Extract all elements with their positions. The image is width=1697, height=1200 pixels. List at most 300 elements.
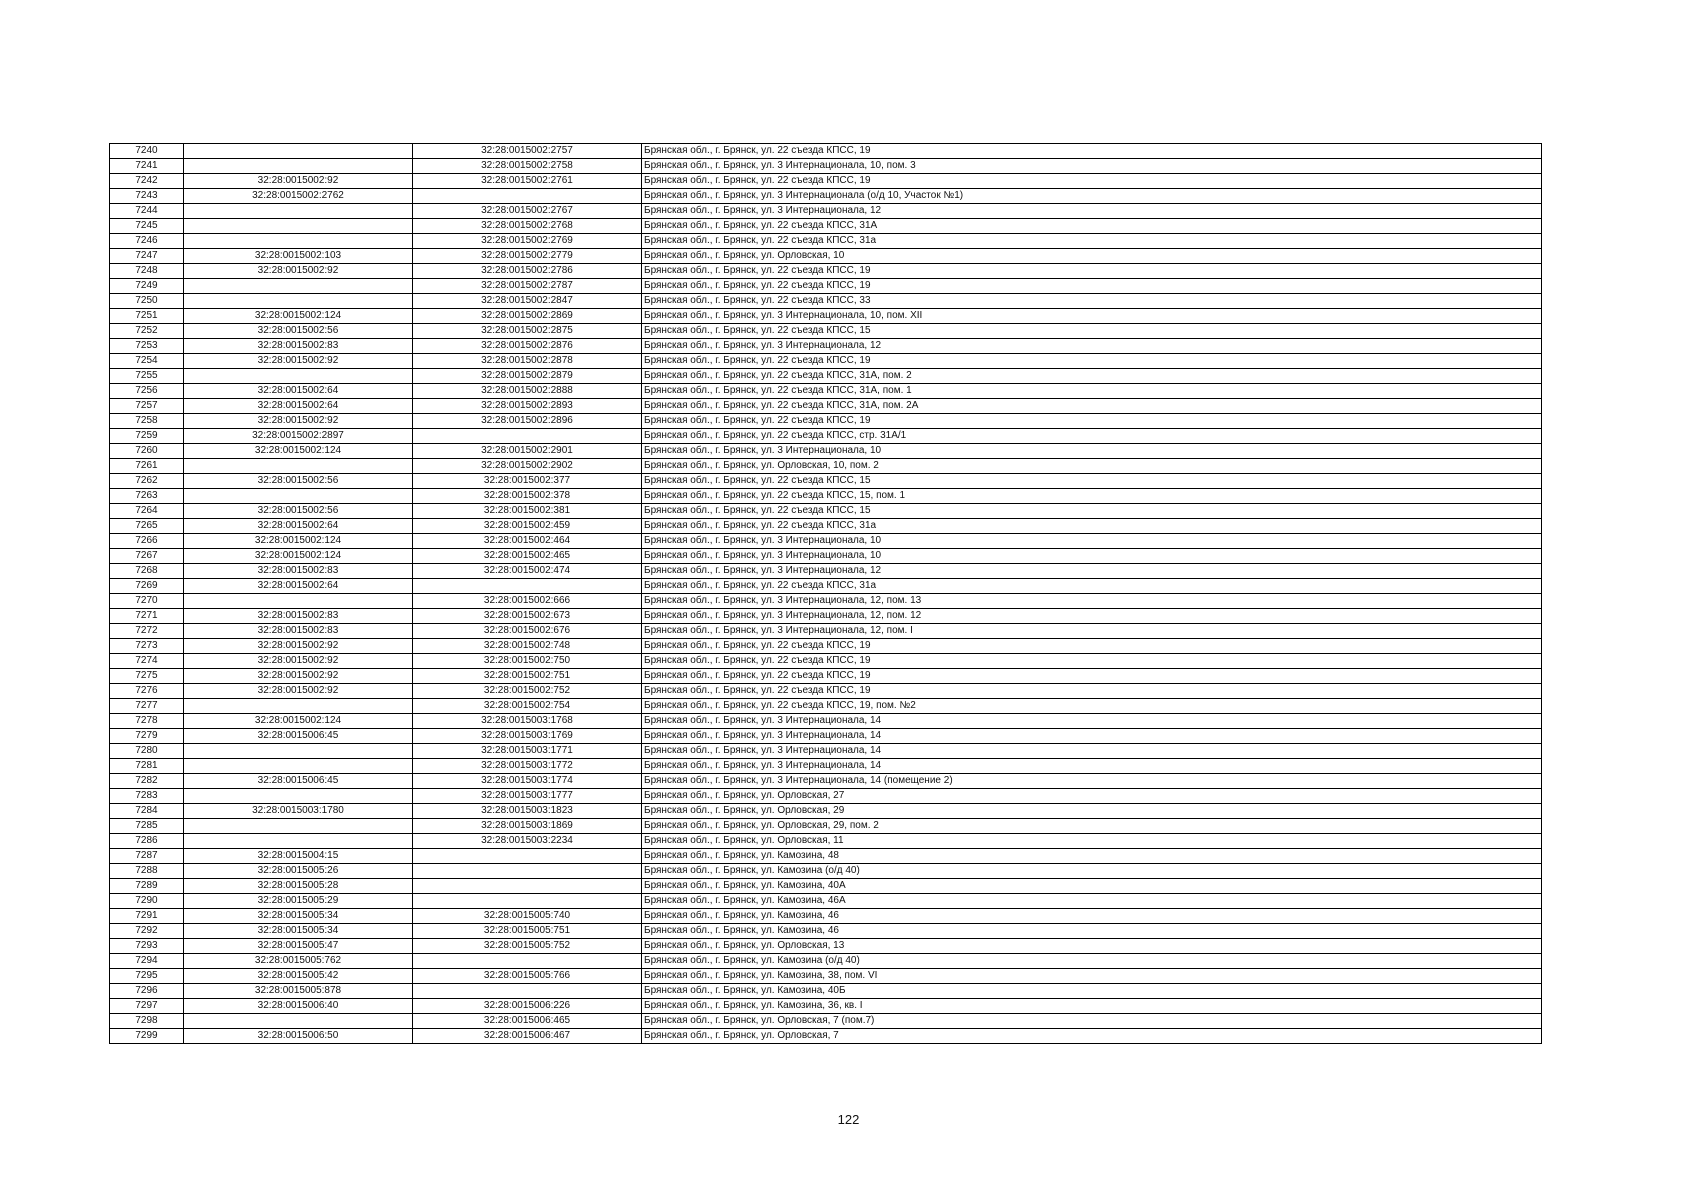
- land-cadastral-number-cell: 32:28:0015005:42: [184, 969, 413, 984]
- row-number-cell: 7274: [110, 654, 184, 669]
- land-cadastral-number-cell: [184, 1014, 413, 1029]
- land-cadastral-number-cell: [184, 159, 413, 174]
- land-cadastral-number-cell: [184, 699, 413, 714]
- address-cell: Брянская обл., г. Брянск, ул. Орловская, 7 (пом.7): [642, 1014, 1542, 1029]
- object-cadastral-number-cell: 32:28:0015002:2758: [413, 159, 642, 174]
- row-number-cell: 7285: [110, 819, 184, 834]
- land-cadastral-number-cell: 32:28:0015002:56: [184, 504, 413, 519]
- object-cadastral-number-cell: 32:28:0015002:378: [413, 489, 642, 504]
- address-cell: Брянская обл., г. Брянск, ул. Орловская, 10: [642, 249, 1542, 264]
- table-row: [110, 924, 1542, 939]
- table-row: [110, 744, 1542, 759]
- object-cadastral-number-cell: 32:28:0015002:474: [413, 564, 642, 579]
- row-number-cell: 7260: [110, 444, 184, 459]
- land-cadastral-number-cell: 32:28:0015006:45: [184, 774, 413, 789]
- object-cadastral-number-cell: 32:28:0015002:750: [413, 654, 642, 669]
- table-row: [110, 789, 1542, 804]
- object-cadastral-number-cell: 32:28:0015002:2769: [413, 234, 642, 249]
- row-number-cell: 7243: [110, 189, 184, 204]
- object-cadastral-number-cell: 32:28:0015002:465: [413, 549, 642, 564]
- object-cadastral-number-cell: 32:28:0015006:465: [413, 1014, 642, 1029]
- address-cell: Брянская обл., г. Брянск, ул. 3 Интернационала, 12, пом. 12: [642, 609, 1542, 624]
- address-cell: Брянская обл., г. Брянск, ул. 3 Интернационала, 14: [642, 714, 1542, 729]
- row-number-cell: 7299: [110, 1029, 184, 1044]
- row-number-cell: 7250: [110, 294, 184, 309]
- land-cadastral-number-cell: 32:28:0015005:47: [184, 939, 413, 954]
- address-cell: Брянская обл., г. Брянск, ул. Камозина (о/д 40): [642, 864, 1542, 879]
- row-number-cell: 7254: [110, 354, 184, 369]
- land-cadastral-number-cell: 32:28:0015005:28: [184, 879, 413, 894]
- object-cadastral-number-cell: 32:28:0015002:2876: [413, 339, 642, 354]
- object-cadastral-number-cell: 32:28:0015003:1777: [413, 789, 642, 804]
- address-cell: Брянская обл., г. Брянск, ул. Камозина (о/д 40): [642, 954, 1542, 969]
- address-cell: Брянская обл., г. Брянск, ул. 22 съезда КПСС, 31А, пом. 1: [642, 384, 1542, 399]
- address-cell: Брянская обл., г. Брянск, ул. 3 Интернационала, 10: [642, 534, 1542, 549]
- object-cadastral-number-cell: 32:28:0015003:1772: [413, 759, 642, 774]
- table-row: [110, 834, 1542, 849]
- land-cadastral-number-cell: 32:28:0015006:50: [184, 1029, 413, 1044]
- address-cell: Брянская обл., г. Брянск, ул. Орловская, 11: [642, 834, 1542, 849]
- address-cell: Брянская обл., г. Брянск, ул. 3 Интернационала, 12: [642, 339, 1542, 354]
- object-cadastral-number-cell: 32:28:0015002:673: [413, 609, 642, 624]
- table-row: [110, 549, 1542, 564]
- table-row: [110, 399, 1542, 414]
- table-row: [110, 339, 1542, 354]
- object-cadastral-number-cell: 32:28:0015002:2888: [413, 384, 642, 399]
- object-cadastral-number-cell: 32:28:0015005:751: [413, 924, 642, 939]
- address-cell: Брянская обл., г. Брянск, ул. 3 Интернационала, 12: [642, 564, 1542, 579]
- address-cell: Брянская обл., г. Брянск, ул. Камозина, 46: [642, 909, 1542, 924]
- land-cadastral-number-cell: 32:28:0015002:92: [184, 354, 413, 369]
- row-number-cell: 7244: [110, 204, 184, 219]
- land-cadastral-number-cell: 32:28:0015005:34: [184, 909, 413, 924]
- row-number-cell: 7298: [110, 1014, 184, 1029]
- row-number-cell: 7281: [110, 759, 184, 774]
- object-cadastral-number-cell: [413, 189, 642, 204]
- object-cadastral-number-cell: 32:28:0015002:748: [413, 639, 642, 654]
- address-cell: Брянская обл., г. Брянск, ул. 22 съезда КПСС, 19: [642, 264, 1542, 279]
- table-row: [110, 954, 1542, 969]
- land-cadastral-number-cell: 32:28:0015002:92: [184, 639, 413, 654]
- table-row: [110, 579, 1542, 594]
- object-cadastral-number-cell: 32:28:0015002:2901: [413, 444, 642, 459]
- object-cadastral-number-cell: 32:28:0015002:2779: [413, 249, 642, 264]
- table-row: [110, 444, 1542, 459]
- table-row: [110, 849, 1542, 864]
- land-cadastral-number-cell: [184, 219, 413, 234]
- row-number-cell: 7291: [110, 909, 184, 924]
- row-number-cell: 7271: [110, 609, 184, 624]
- land-cadastral-number-cell: 32:28:0015002:56: [184, 324, 413, 339]
- table-row: [110, 294, 1542, 309]
- table-row: [110, 204, 1542, 219]
- table-row: [110, 249, 1542, 264]
- object-cadastral-number-cell: 32:28:0015005:766: [413, 969, 642, 984]
- row-number-cell: 7293: [110, 939, 184, 954]
- land-cadastral-number-cell: [184, 144, 413, 159]
- land-cadastral-number-cell: 32:28:0015004:15: [184, 849, 413, 864]
- row-number-cell: 7282: [110, 774, 184, 789]
- row-number-cell: 7272: [110, 624, 184, 639]
- object-cadastral-number-cell: 32:28:0015002:2878: [413, 354, 642, 369]
- land-cadastral-number-cell: 32:28:0015002:92: [184, 669, 413, 684]
- object-cadastral-number-cell: [413, 894, 642, 909]
- object-cadastral-number-cell: 32:28:0015003:1769: [413, 729, 642, 744]
- object-cadastral-number-cell: [413, 984, 642, 999]
- table-row: [110, 414, 1542, 429]
- row-number-cell: 7266: [110, 534, 184, 549]
- table-row: [110, 489, 1542, 504]
- row-number-cell: 7251: [110, 309, 184, 324]
- object-cadastral-number-cell: 32:28:0015006:467: [413, 1029, 642, 1044]
- row-number-cell: 7280: [110, 744, 184, 759]
- land-cadastral-number-cell: [184, 834, 413, 849]
- table-row: [110, 669, 1542, 684]
- land-cadastral-number-cell: 32:28:0015002:83: [184, 564, 413, 579]
- address-cell: Брянская обл., г. Брянск, ул. 22 съезда КПСС, 19: [642, 669, 1542, 684]
- address-cell: Брянская обл., г. Брянск, ул. 3 Интернационала, 10, пом. XII: [642, 309, 1542, 324]
- row-number-cell: 7265: [110, 519, 184, 534]
- land-cadastral-number-cell: 32:28:0015002:92: [184, 264, 413, 279]
- object-cadastral-number-cell: 32:28:0015003:1774: [413, 774, 642, 789]
- table-row: [110, 234, 1542, 249]
- address-cell: Брянская обл., г. Брянск, ул. 22 съезда КПСС, 19: [642, 174, 1542, 189]
- row-number-cell: 7256: [110, 384, 184, 399]
- object-cadastral-number-cell: 32:28:0015005:740: [413, 909, 642, 924]
- table-row: [110, 714, 1542, 729]
- object-cadastral-number-cell: 32:28:0015002:2902: [413, 459, 642, 474]
- address-cell: Брянская обл., г. Брянск, ул. 3 Интернационала, 14 (помещение 2): [642, 774, 1542, 789]
- table-row: [110, 699, 1542, 714]
- table-row: [110, 519, 1542, 534]
- row-number-cell: 7247: [110, 249, 184, 264]
- object-cadastral-number-cell: [413, 429, 642, 444]
- address-cell: Брянская обл., г. Брянск, ул. 22 съезда КПСС, 31а: [642, 519, 1542, 534]
- row-number-cell: 7262: [110, 474, 184, 489]
- address-cell: Брянская обл., г. Брянск, ул. Орловская, 27: [642, 789, 1542, 804]
- row-number-cell: 7287: [110, 849, 184, 864]
- table-row: [110, 384, 1542, 399]
- row-number-cell: 7276: [110, 684, 184, 699]
- table-row: [110, 1029, 1542, 1044]
- table-row: [110, 159, 1542, 174]
- object-cadastral-number-cell: 32:28:0015002:377: [413, 474, 642, 489]
- land-cadastral-number-cell: 32:28:0015002:124: [184, 444, 413, 459]
- address-cell: Брянская обл., г. Брянск, ул. 22 съезда КПСС, 31А, пом. 2: [642, 369, 1542, 384]
- table-row: [110, 279, 1542, 294]
- table-row: [110, 459, 1542, 474]
- land-cadastral-number-cell: [184, 789, 413, 804]
- row-number-cell: 7267: [110, 549, 184, 564]
- address-cell: Брянская обл., г. Брянск, ул. 22 съезда КПСС, 33: [642, 294, 1542, 309]
- object-cadastral-number-cell: 32:28:0015002:752: [413, 684, 642, 699]
- land-cadastral-number-cell: 32:28:0015005:878: [184, 984, 413, 999]
- table-row: [110, 624, 1542, 639]
- object-cadastral-number-cell: 32:28:0015002:666: [413, 594, 642, 609]
- address-cell: Брянская обл., г. Брянск, ул. 22 съезда КПСС, 19, пом. №2: [642, 699, 1542, 714]
- land-cadastral-number-cell: [184, 234, 413, 249]
- table-row: [110, 219, 1542, 234]
- address-cell: Брянская обл., г. Брянск, ул. Камозина, 40Б: [642, 984, 1542, 999]
- land-cadastral-number-cell: 32:28:0015002:2762: [184, 189, 413, 204]
- address-cell: Брянская обл., г. Брянск, ул. 22 съезда КПСС, стр. 31А/1: [642, 429, 1542, 444]
- land-cadastral-number-cell: 32:28:0015006:40: [184, 999, 413, 1014]
- land-cadastral-number-cell: [184, 744, 413, 759]
- row-number-cell: 7240: [110, 144, 184, 159]
- address-cell: Брянская обл., г. Брянск, ул. 3 Интернационала, 14: [642, 744, 1542, 759]
- row-number-cell: 7290: [110, 894, 184, 909]
- object-cadastral-number-cell: [413, 849, 642, 864]
- table-row: [110, 504, 1542, 519]
- object-cadastral-number-cell: 32:28:0015002:2768: [413, 219, 642, 234]
- address-cell: Брянская обл., г. Брянск, ул. 22 съезда КПСС, 19: [642, 414, 1542, 429]
- row-number-cell: 7263: [110, 489, 184, 504]
- table-row: [110, 969, 1542, 984]
- row-number-cell: 7253: [110, 339, 184, 354]
- table-row: [110, 774, 1542, 789]
- row-number-cell: 7249: [110, 279, 184, 294]
- object-cadastral-number-cell: 32:28:0015005:752: [413, 939, 642, 954]
- object-cadastral-number-cell: 32:28:0015002:381: [413, 504, 642, 519]
- table-row: [110, 864, 1542, 879]
- registry-table-body: [110, 144, 1542, 1044]
- land-cadastral-number-cell: 32:28:0015002:92: [184, 654, 413, 669]
- address-cell: Брянская обл., г. Брянск, ул. 22 съезда КПСС, 31а: [642, 234, 1542, 249]
- object-cadastral-number-cell: 32:28:0015003:1823: [413, 804, 642, 819]
- table-row: [110, 1014, 1542, 1029]
- address-cell: Брянская обл., г. Брянск, ул. Орловская, 7: [642, 1029, 1542, 1044]
- land-cadastral-number-cell: 32:28:0015002:64: [184, 579, 413, 594]
- address-cell: Брянская обл., г. Брянск, ул. Камозина, 48: [642, 849, 1542, 864]
- address-cell: Брянская обл., г. Брянск, ул. 22 съезда КПСС, 19: [642, 144, 1542, 159]
- land-cadastral-number-cell: 32:28:0015002:83: [184, 624, 413, 639]
- row-number-cell: 7248: [110, 264, 184, 279]
- table-row: [110, 189, 1542, 204]
- object-cadastral-number-cell: 32:28:0015002:676: [413, 624, 642, 639]
- table-row: [110, 729, 1542, 744]
- object-cadastral-number-cell: 32:28:0015003:1768: [413, 714, 642, 729]
- address-cell: Брянская обл., г. Брянск, ул. Камозина, 38, пом. VI: [642, 969, 1542, 984]
- row-number-cell: 7241: [110, 159, 184, 174]
- address-cell: Брянская обл., г. Брянск, ул. 3 Интернационала (о/д 10, Участок №1): [642, 189, 1542, 204]
- address-cell: Брянская обл., г. Брянск, ул. 3 Интернационала, 10: [642, 549, 1542, 564]
- object-cadastral-number-cell: 32:28:0015003:2234: [413, 834, 642, 849]
- land-cadastral-number-cell: [184, 594, 413, 609]
- object-cadastral-number-cell: 32:28:0015002:2786: [413, 264, 642, 279]
- object-cadastral-number-cell: 32:28:0015002:2879: [413, 369, 642, 384]
- land-cadastral-number-cell: 32:28:0015002:92: [184, 684, 413, 699]
- table-row: [110, 639, 1542, 654]
- table-row: [110, 759, 1542, 774]
- row-number-cell: 7261: [110, 459, 184, 474]
- land-cadastral-number-cell: [184, 459, 413, 474]
- row-number-cell: 7297: [110, 999, 184, 1014]
- address-cell: Брянская обл., г. Брянск, ул. 22 съезда КПСС, 31А, пом. 2А: [642, 399, 1542, 414]
- table-row: [110, 984, 1542, 999]
- address-cell: Брянская обл., г. Брянск, ул. Орловская, 29, пом. 2: [642, 819, 1542, 834]
- land-cadastral-number-cell: 32:28:0015002:83: [184, 609, 413, 624]
- table-row: [110, 264, 1542, 279]
- object-cadastral-number-cell: 32:28:0015002:2875: [413, 324, 642, 339]
- row-number-cell: 7257: [110, 399, 184, 414]
- table-row: [110, 564, 1542, 579]
- land-cadastral-number-cell: [184, 819, 413, 834]
- row-number-cell: 7277: [110, 699, 184, 714]
- address-cell: Брянская обл., г. Брянск, ул. 3 Интернационала, 12, пом. 13: [642, 594, 1542, 609]
- object-cadastral-number-cell: 32:28:0015002:2787: [413, 279, 642, 294]
- row-number-cell: 7275: [110, 669, 184, 684]
- row-number-cell: 7294: [110, 954, 184, 969]
- object-cadastral-number-cell: 32:28:0015002:2767: [413, 204, 642, 219]
- land-cadastral-number-cell: 32:28:0015002:92: [184, 174, 413, 189]
- object-cadastral-number-cell: 32:28:0015003:1771: [413, 744, 642, 759]
- address-cell: Брянская обл., г. Брянск, ул. 22 съезда КПСС, 15: [642, 504, 1542, 519]
- table-row: [110, 309, 1542, 324]
- address-cell: Брянская обл., г. Брянск, ул. Камозина, 36, кв. I: [642, 999, 1542, 1014]
- object-cadastral-number-cell: 32:28:0015006:226: [413, 999, 642, 1014]
- land-cadastral-number-cell: 32:28:0015002:2897: [184, 429, 413, 444]
- row-number-cell: 7288: [110, 864, 184, 879]
- table-row: [110, 819, 1542, 834]
- land-cadastral-number-cell: 32:28:0015002:103: [184, 249, 413, 264]
- table-row: [110, 354, 1542, 369]
- object-cadastral-number-cell: [413, 579, 642, 594]
- address-cell: Брянская обл., г. Брянск, ул. 22 съезда КПСС, 19: [642, 684, 1542, 699]
- land-cadastral-number-cell: 32:28:0015003:1780: [184, 804, 413, 819]
- land-cadastral-number-cell: 32:28:0015002:64: [184, 519, 413, 534]
- land-cadastral-number-cell: [184, 489, 413, 504]
- land-cadastral-number-cell: [184, 759, 413, 774]
- table-row: [110, 369, 1542, 384]
- row-number-cell: 7259: [110, 429, 184, 444]
- land-cadastral-number-cell: 32:28:0015002:124: [184, 714, 413, 729]
- object-cadastral-number-cell: 32:28:0015002:2869: [413, 309, 642, 324]
- row-number-cell: 7292: [110, 924, 184, 939]
- land-cadastral-number-cell: 32:28:0015002:64: [184, 384, 413, 399]
- table-row: [110, 999, 1542, 1014]
- row-number-cell: 7242: [110, 174, 184, 189]
- address-cell: Брянская обл., г. Брянск, ул. 22 съезда КПСС, 19: [642, 354, 1542, 369]
- address-cell: Брянская обл., г. Брянск, ул. 3 Интернационала, 10, пом. 3: [642, 159, 1542, 174]
- table-row: [110, 474, 1542, 489]
- land-cadastral-number-cell: 32:28:0015005:26: [184, 864, 413, 879]
- table-row: [110, 804, 1542, 819]
- address-cell: Брянская обл., г. Брянск, ул. Камозина, 40А: [642, 879, 1542, 894]
- address-cell: Брянская обл., г. Брянск, ул. Орловская, 13: [642, 939, 1542, 954]
- address-cell: Брянская обл., г. Брянск, ул. 3 Интернационала, 14: [642, 759, 1542, 774]
- row-number-cell: 7270: [110, 594, 184, 609]
- row-number-cell: 7279: [110, 729, 184, 744]
- address-cell: Брянская обл., г. Брянск, ул. Камозина, 46: [642, 924, 1542, 939]
- object-cadastral-number-cell: 32:28:0015002:2893: [413, 399, 642, 414]
- object-cadastral-number-cell: [413, 954, 642, 969]
- address-cell: Брянская обл., г. Брянск, ул. 22 съезда КПСС, 31а: [642, 579, 1542, 594]
- row-number-cell: 7289: [110, 879, 184, 894]
- table-row: [110, 534, 1542, 549]
- address-cell: Брянская обл., г. Брянск, ул. 22 съезда КПСС, 19: [642, 279, 1542, 294]
- address-cell: Брянская обл., г. Брянск, ул. 22 съезда КПСС, 19: [642, 654, 1542, 669]
- land-cadastral-number-cell: 32:28:0015002:124: [184, 534, 413, 549]
- land-cadastral-number-cell: [184, 279, 413, 294]
- land-cadastral-number-cell: 32:28:0015002:83: [184, 339, 413, 354]
- table-row: [110, 594, 1542, 609]
- row-number-cell: 7268: [110, 564, 184, 579]
- row-number-cell: 7286: [110, 834, 184, 849]
- address-cell: Брянская обл., г. Брянск, ул. 22 съезда КПСС, 15: [642, 474, 1542, 489]
- page-number: 122: [837, 1112, 860, 1127]
- table-row: [110, 144, 1542, 159]
- address-cell: Брянская обл., г. Брянск, ул. 3 Интернационала, 14: [642, 729, 1542, 744]
- land-cadastral-number-cell: [184, 204, 413, 219]
- land-cadastral-number-cell: 32:28:0015002:92: [184, 414, 413, 429]
- address-cell: Брянская обл., г. Брянск, ул. Орловская, 29: [642, 804, 1542, 819]
- land-cadastral-number-cell: 32:28:0015002:124: [184, 309, 413, 324]
- row-number-cell: 7273: [110, 639, 184, 654]
- address-cell: Брянская обл., г. Брянск, ул. 22 съезда КПСС, 15, пом. 1: [642, 489, 1542, 504]
- land-cadastral-number-cell: [184, 369, 413, 384]
- land-cadastral-number-cell: 32:28:0015002:64: [184, 399, 413, 414]
- land-cadastral-number-cell: 32:28:0015002:124: [184, 549, 413, 564]
- address-cell: Брянская обл., г. Брянск, ул. 3 Интернационала, 12, пом. I: [642, 624, 1542, 639]
- object-cadastral-number-cell: 32:28:0015002:2757: [413, 144, 642, 159]
- row-number-cell: 7255: [110, 369, 184, 384]
- row-number-cell: 7283: [110, 789, 184, 804]
- row-number-cell: 7295: [110, 969, 184, 984]
- row-number-cell: 7278: [110, 714, 184, 729]
- object-cadastral-number-cell: 32:28:0015002:2896: [413, 414, 642, 429]
- object-cadastral-number-cell: 32:28:0015002:2761: [413, 174, 642, 189]
- table-row: [110, 909, 1542, 924]
- land-cadastral-number-cell: 32:28:0015006:45: [184, 729, 413, 744]
- object-cadastral-number-cell: 32:28:0015002:754: [413, 699, 642, 714]
- table-row: [110, 429, 1542, 444]
- row-number-cell: 7284: [110, 804, 184, 819]
- row-number-cell: 7245: [110, 219, 184, 234]
- address-cell: Брянская обл., г. Брянск, ул. Орловская, 10, пом. 2: [642, 459, 1542, 474]
- land-cadastral-number-cell: 32:28:0015005:29: [184, 894, 413, 909]
- table-row: [110, 879, 1542, 894]
- object-cadastral-number-cell: [413, 864, 642, 879]
- land-cadastral-number-cell: [184, 294, 413, 309]
- land-cadastral-number-cell: 32:28:0015005:762: [184, 954, 413, 969]
- table-row: [110, 609, 1542, 624]
- row-number-cell: 7269: [110, 579, 184, 594]
- object-cadastral-number-cell: [413, 879, 642, 894]
- land-cadastral-number-cell: 32:28:0015002:56: [184, 474, 413, 489]
- registry-table: [109, 143, 1542, 1044]
- row-number-cell: 7296: [110, 984, 184, 999]
- table-row: [110, 324, 1542, 339]
- row-number-cell: 7264: [110, 504, 184, 519]
- address-cell: Брянская обл., г. Брянск, ул. 22 съезда КПСС, 19: [642, 639, 1542, 654]
- address-cell: Брянская обл., г. Брянск, ул. 22 съезда КПСС, 15: [642, 324, 1542, 339]
- object-cadastral-number-cell: 32:28:0015002:464: [413, 534, 642, 549]
- object-cadastral-number-cell: 32:28:0015002:459: [413, 519, 642, 534]
- table-row: [110, 654, 1542, 669]
- row-number-cell: 7258: [110, 414, 184, 429]
- address-cell: Брянская обл., г. Брянск, ул. 3 Интернационала, 12: [642, 204, 1542, 219]
- object-cadastral-number-cell: 32:28:0015002:2847: [413, 294, 642, 309]
- address-cell: Брянская обл., г. Брянск, ул. Камозина, 46А: [642, 894, 1542, 909]
- table-row: [110, 894, 1542, 909]
- table-row: [110, 684, 1542, 699]
- table-row: [110, 939, 1542, 954]
- row-number-cell: 7252: [110, 324, 184, 339]
- land-cadastral-number-cell: 32:28:0015005:34: [184, 924, 413, 939]
- object-cadastral-number-cell: 32:28:0015002:751: [413, 669, 642, 684]
- address-cell: Брянская обл., г. Брянск, ул. 22 съезда КПСС, 31А: [642, 219, 1542, 234]
- object-cadastral-number-cell: 32:28:0015003:1869: [413, 819, 642, 834]
